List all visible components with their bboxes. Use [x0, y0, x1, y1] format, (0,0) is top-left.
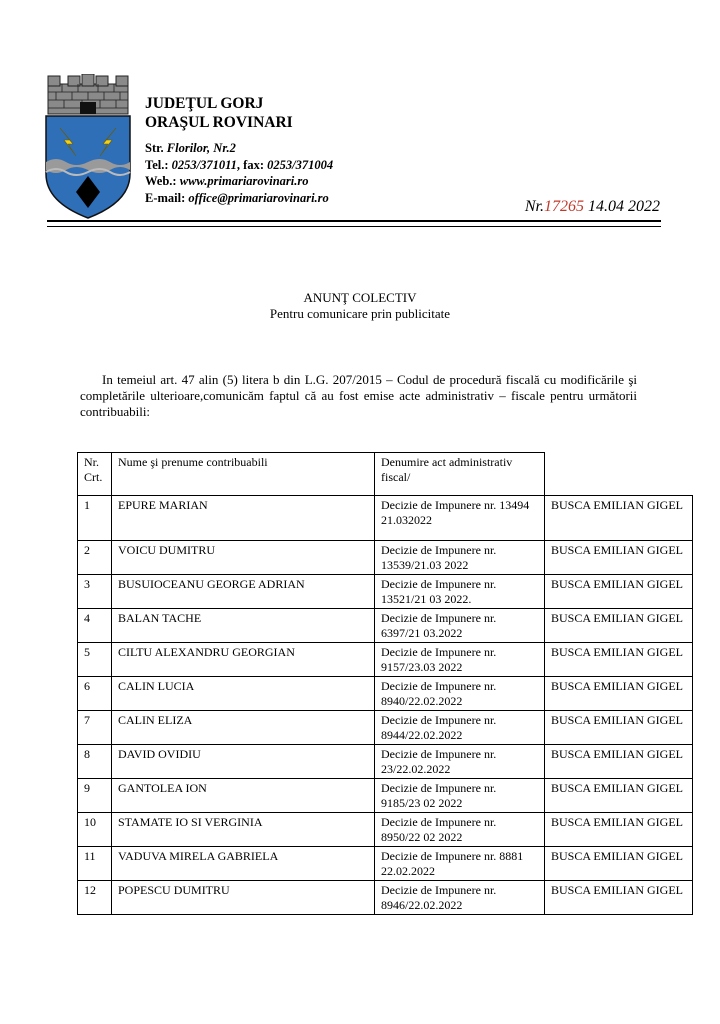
- issuer-name: BUSCA EMILIAN GIGEL: [545, 779, 693, 813]
- act-name: Decizie de Impunere nr. 13521/21 03 2022.: [375, 575, 545, 609]
- header-act: Denumire act administrativ fiscal/: [375, 453, 545, 496]
- issuer-name: BUSCA EMILIAN GIGEL: [545, 881, 693, 915]
- issuer-name: BUSCA EMILIAN GIGEL: [545, 575, 693, 609]
- act-name: Decizie de Impunere nr. 8944/22.02.2022: [375, 711, 545, 745]
- act-name: Decizie de Impunere nr. 8881 22.02.2022: [375, 847, 545, 881]
- row-number: 7: [78, 711, 112, 745]
- table-row: [78, 677, 693, 711]
- contributor-name: POPESCU DUMITRU: [112, 881, 375, 915]
- table-row: [78, 813, 693, 847]
- title-line1: ANUNŢ COLECTIV: [303, 290, 417, 305]
- table-row: [78, 541, 693, 575]
- contributor-name: EPURE MARIAN: [112, 496, 375, 541]
- mural-crown: [48, 74, 128, 114]
- issuer-name: BUSCA EMILIAN GIGEL: [545, 677, 693, 711]
- issuer-name: BUSCA EMILIAN GIGEL: [545, 813, 693, 847]
- table-row: [78, 745, 693, 779]
- contributor-name: GANTOLEA ION: [112, 779, 375, 813]
- phone-line: Tel.: 0253/371011, fax: 0253/371004: [145, 157, 334, 172]
- act-name: Decizie de Impunere nr. 23/22.02.2022: [375, 745, 545, 779]
- header-divider: [47, 220, 661, 222]
- issuer-name: BUSCA EMILIAN GIGEL: [545, 496, 693, 541]
- contributor-name: VADUVA MIRELA GABRIELA: [112, 847, 375, 881]
- contributor-name: CILTU ALEXANDRU GEORGIAN: [112, 643, 375, 677]
- registration-number: Nr.17265 14.04 2022: [524, 198, 660, 215]
- town-name: ORAŞUL ROVINARI: [145, 114, 293, 131]
- act-name: Decizie de Impunere nr. 8940/22.02.2022: [375, 677, 545, 711]
- table-row: [78, 711, 693, 745]
- table-row: [78, 643, 693, 677]
- table-row: [78, 609, 693, 643]
- email-line: E-mail: office@primariarovinari.ro: [145, 190, 329, 205]
- act-name: Decizie de Impunere nr. 8946/22.02.2022: [375, 881, 545, 915]
- act-name: Decizie de Impunere nr. 13494 21.032022: [375, 496, 545, 541]
- contributor-name: BUSUIOCEANU GEORGE ADRIAN: [112, 575, 375, 609]
- title-line2: Pentru comunicare prin publicitate: [269, 306, 451, 321]
- issuer-name: BUSCA EMILIAN GIGEL: [545, 643, 693, 677]
- table-row: [78, 779, 693, 813]
- row-number: 2: [78, 541, 112, 575]
- contributor-name: BALAN TACHE: [112, 609, 375, 643]
- contributor-name: VOICU DUMITRU: [112, 541, 375, 575]
- act-name: Decizie de Impunere nr. 9157/23.03 2022: [375, 643, 545, 677]
- act-name: Decizie de Impunere nr. 13539/21.03 2022: [375, 541, 545, 575]
- row-number: 11: [78, 847, 112, 881]
- table-row: [78, 496, 693, 541]
- header-name: Nume şi prenume contribuabili: [112, 453, 375, 496]
- address-line: Str. Florilor, Nr.2: [145, 141, 236, 155]
- contributors-table: [77, 452, 693, 915]
- table-row: [78, 847, 693, 881]
- header-issuer: [545, 453, 693, 496]
- intro-paragraph: In temeiul art. 47 alin (5) litera b din L.G. 207/2015 – Codul de procedură fiscală cu modificările şi completările ulterioare,comunicăm faptul că au fost emise acte administrativ – fiscale pentru următorii contribuabili:: [80, 372, 637, 419]
- issuer-name: BUSCA EMILIAN GIGEL: [545, 711, 693, 745]
- row-number: 9: [78, 779, 112, 813]
- row-number: 10: [78, 813, 112, 847]
- row-number: 3: [78, 575, 112, 609]
- row-number: 1: [78, 496, 112, 541]
- act-name: Decizie de Impunere nr. 6397/21 03.2022: [375, 609, 545, 643]
- coat-of-arms-icon: [42, 74, 134, 220]
- row-number: 6: [78, 677, 112, 711]
- contributor-name: STAMATE IO SI VERGINIA: [112, 813, 375, 847]
- header-nr: Nr. Crt.: [78, 453, 112, 496]
- email-link[interactable]: office@primariarovinari.ro: [188, 190, 329, 205]
- contributor-name: DAVID OVIDIU: [112, 745, 375, 779]
- table-row: [78, 881, 693, 915]
- row-number: 8: [78, 745, 112, 779]
- contributor-name: CALIN LUCIA: [112, 677, 375, 711]
- issuer-name: BUSCA EMILIAN GIGEL: [545, 541, 693, 575]
- row-number: 12: [78, 881, 112, 915]
- county-name: JUDEŢUL GORJ: [145, 95, 264, 112]
- row-number: 4: [78, 609, 112, 643]
- header-divider-thin: [47, 226, 661, 227]
- contributor-name: CALIN ELIZA: [112, 711, 375, 745]
- issuer-name: BUSCA EMILIAN GIGEL: [545, 847, 693, 881]
- issuer-name: BUSCA EMILIAN GIGEL: [545, 745, 693, 779]
- institution-heading: [145, 94, 293, 132]
- table-row: [78, 575, 693, 609]
- issuer-name: BUSCA EMILIAN GIGEL: [545, 609, 693, 643]
- web-link[interactable]: www.primariarovinari.ro: [179, 174, 309, 188]
- contact-block: [145, 140, 333, 206]
- registration-number-value: 17265: [544, 198, 584, 215]
- web-line: Web.: www.primariarovinari.ro: [145, 174, 309, 188]
- row-number: 5: [78, 643, 112, 677]
- act-name: Decizie de Impunere nr. 9185/23 02 2022: [375, 779, 545, 813]
- table-header-row: [78, 453, 693, 496]
- announcement-title: [0, 290, 720, 322]
- act-name: Decizie de Impunere nr. 8950/22 02 2022: [375, 813, 545, 847]
